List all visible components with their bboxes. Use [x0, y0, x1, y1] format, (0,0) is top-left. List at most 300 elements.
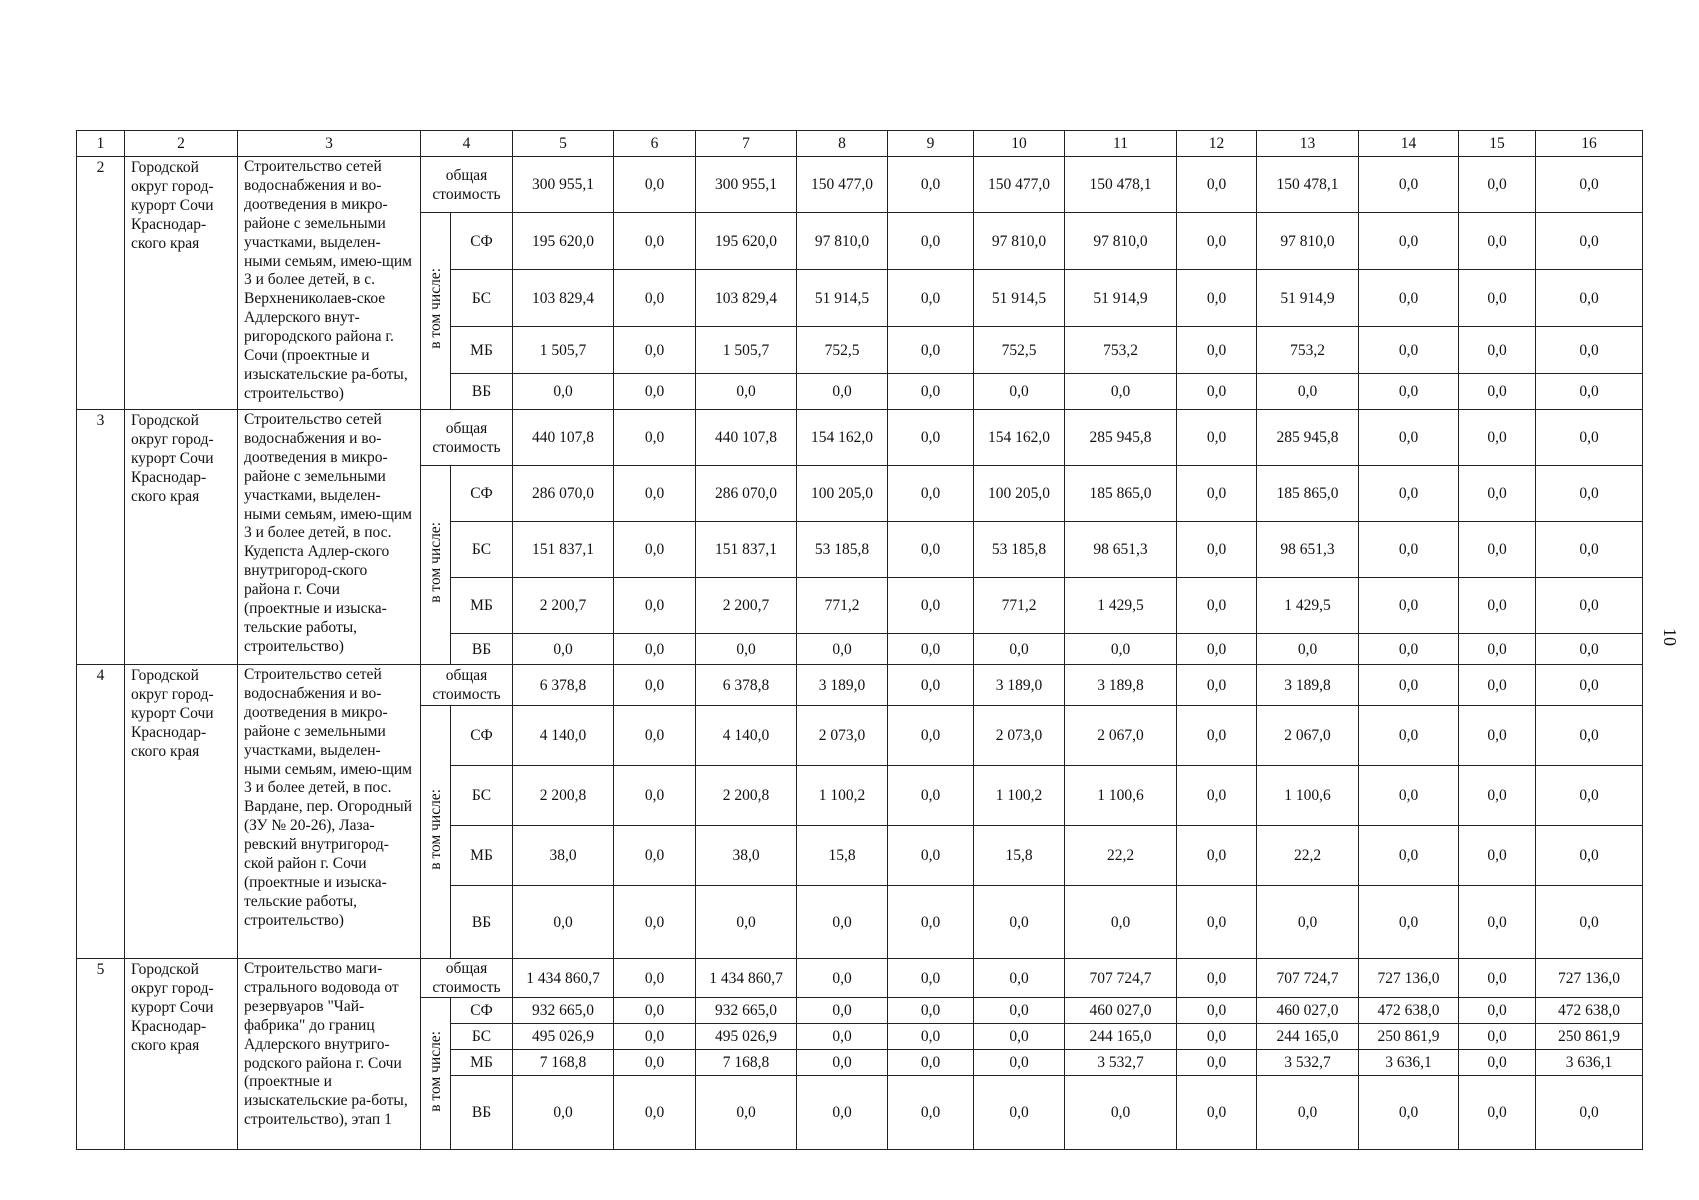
- value-cell: 0,0: [1359, 1076, 1459, 1150]
- value-cell: 97 810,0: [974, 213, 1065, 270]
- value-cell: 154 162,0: [797, 410, 888, 466]
- value-cell: 0,0: [797, 959, 888, 998]
- value-cell: 22,2: [1065, 826, 1177, 886]
- value-cell: 0,0: [888, 959, 974, 998]
- value-cell: 0,0: [614, 886, 696, 959]
- value-cell: 0,0: [614, 466, 696, 522]
- value-cell: 707 724,7: [1257, 959, 1359, 998]
- value-cell: 0,0: [1459, 270, 1536, 327]
- value-cell: 0,0: [1359, 706, 1459, 766]
- value-cell: 0,0: [696, 374, 797, 410]
- table-row: [77, 157, 1643, 213]
- value-cell: 0,0: [1359, 665, 1459, 706]
- value-cell: 2 073,0: [974, 706, 1065, 766]
- value-cell: 0,0: [1359, 766, 1459, 826]
- value-cell: 185 865,0: [1065, 466, 1177, 522]
- column-number-cell: 1: [77, 131, 125, 157]
- row-number-cell: 2: [77, 157, 125, 410]
- description-cell: Строительство сетей водоснабжения и во-доотведения в микро-районе с земельными участками, выделен-ными семьям, имею-щим 3 и более детей, в пос. Кудепста Адлер-ского внутригород-ского района г. Сочи (проектные и изыска-тельские работы, строительство): [238, 410, 421, 665]
- value-cell: 300 955,1: [696, 157, 797, 213]
- value-cell: 0,0: [1459, 1076, 1536, 1150]
- value-cell: 0,0: [888, 578, 974, 634]
- including-label: в том числе:: [427, 522, 444, 603]
- value-cell: 0,0: [1459, 466, 1536, 522]
- budget-table: [76, 130, 1643, 1150]
- funding-source-label: МБ: [451, 826, 513, 886]
- column-number-cell: 15: [1459, 131, 1536, 157]
- value-cell: 0,0: [888, 634, 974, 665]
- value-cell: 0,0: [974, 634, 1065, 665]
- column-number-cell: 7: [696, 131, 797, 157]
- value-cell: 1 434 860,7: [696, 959, 797, 998]
- value-cell: 0,0: [888, 522, 974, 578]
- funding-source-label: МБ: [451, 1050, 513, 1076]
- value-cell: 727 136,0: [1359, 959, 1459, 998]
- including-label-cell: [421, 466, 451, 665]
- value-cell: 97 810,0: [1257, 213, 1359, 270]
- value-cell: 286 070,0: [696, 466, 797, 522]
- value-cell: 0,0: [1359, 578, 1459, 634]
- value-cell: 0,0: [888, 886, 974, 959]
- value-cell: 7 168,8: [513, 1050, 614, 1076]
- value-cell: 0,0: [1536, 157, 1643, 213]
- value-cell: 0,0: [888, 998, 974, 1024]
- value-cell: 771,2: [974, 578, 1065, 634]
- value-cell: 0,0: [614, 327, 696, 374]
- funding-source-label: СФ: [451, 466, 513, 522]
- value-cell: 1 434 860,7: [513, 959, 614, 998]
- value-cell: 0,0: [1359, 213, 1459, 270]
- value-cell: 51 914,5: [974, 270, 1065, 327]
- value-cell: 4 140,0: [513, 706, 614, 766]
- value-cell: 0,0: [1177, 327, 1257, 374]
- funding-source-label: ВБ: [451, 886, 513, 959]
- value-cell: 244 165,0: [1065, 1024, 1177, 1050]
- value-cell: 103 829,4: [513, 270, 614, 327]
- value-cell: 0,0: [1177, 270, 1257, 327]
- value-cell: 0,0: [797, 1024, 888, 1050]
- column-number-cell: 13: [1257, 131, 1359, 157]
- value-cell: 0,0: [614, 766, 696, 826]
- municipality-cell: Городской округ город-курорт Сочи Краснодар-ского края: [125, 665, 238, 959]
- including-label-cell: [421, 998, 451, 1150]
- value-cell: 0,0: [614, 157, 696, 213]
- funding-source-label: МБ: [451, 327, 513, 374]
- value-cell: 3 532,7: [1257, 1050, 1359, 1076]
- value-cell: 154 162,0: [974, 410, 1065, 466]
- value-cell: 0,0: [1177, 959, 1257, 998]
- value-cell: 0,0: [974, 886, 1065, 959]
- column-number-cell: 10: [974, 131, 1065, 157]
- column-number-cell: 14: [1359, 131, 1459, 157]
- including-label-cell: [421, 706, 451, 959]
- municipality-cell: Городской округ город-курорт Сочи Краснодар-ского края: [125, 410, 238, 665]
- value-cell: 0,0: [974, 1050, 1065, 1076]
- value-cell: 185 865,0: [1257, 466, 1359, 522]
- value-cell: 250 861,9: [1359, 1024, 1459, 1050]
- value-cell: 150 477,0: [797, 157, 888, 213]
- value-cell: 0,0: [1177, 706, 1257, 766]
- value-cell: 1 100,6: [1065, 766, 1177, 826]
- value-cell: 0,0: [888, 410, 974, 466]
- description-cell: Строительство сетей водоснабжения и во-доотведения в микро-районе с земельными участками, выделен-ными семьям, имею-щим 3 и более детей, в пос. Вардане, пер. Огородный (ЗУ № 20-26), Лаза-ревский внутригород-ской район г. Сочи (проектные и изыска-тельские работы, строительство): [238, 665, 421, 959]
- value-cell: 51 914,5: [797, 270, 888, 327]
- value-cell: 0,0: [888, 466, 974, 522]
- value-cell: 0,0: [614, 270, 696, 327]
- value-cell: 0,0: [614, 959, 696, 998]
- value-cell: 472 638,0: [1536, 998, 1643, 1024]
- value-cell: 1 429,5: [1257, 578, 1359, 634]
- total-cost-label: общая стоимость: [421, 410, 513, 466]
- value-cell: 3 636,1: [1536, 1050, 1643, 1076]
- value-cell: 0,0: [1536, 270, 1643, 327]
- column-number-row: [77, 131, 1643, 157]
- value-cell: 0,0: [1536, 374, 1643, 410]
- value-cell: 0,0: [1459, 578, 1536, 634]
- value-cell: 3 189,0: [797, 665, 888, 706]
- value-cell: 0,0: [797, 998, 888, 1024]
- value-cell: 0,0: [1177, 466, 1257, 522]
- value-cell: 0,0: [1257, 634, 1359, 665]
- value-cell: 1 505,7: [696, 327, 797, 374]
- value-cell: 0,0: [513, 374, 614, 410]
- value-cell: 0,0: [696, 1076, 797, 1150]
- value-cell: 0,0: [1177, 522, 1257, 578]
- value-cell: 0,0: [614, 522, 696, 578]
- value-cell: 0,0: [1065, 374, 1177, 410]
- value-cell: 0,0: [1459, 998, 1536, 1024]
- value-cell: 2 200,8: [696, 766, 797, 826]
- funding-source-label: БС: [451, 522, 513, 578]
- column-number-cell: 9: [888, 131, 974, 157]
- value-cell: 0,0: [1459, 1050, 1536, 1076]
- value-cell: 100 205,0: [797, 466, 888, 522]
- value-cell: 2 200,7: [513, 578, 614, 634]
- value-cell: 753,2: [1257, 327, 1359, 374]
- value-cell: 0,0: [888, 1050, 974, 1076]
- value-cell: 0,0: [1359, 410, 1459, 466]
- value-cell: 0,0: [1177, 410, 1257, 466]
- value-cell: 752,5: [797, 327, 888, 374]
- column-number-cell: 8: [797, 131, 888, 157]
- value-cell: 0,0: [696, 634, 797, 665]
- value-cell: 495 026,9: [513, 1024, 614, 1050]
- value-cell: 53 185,8: [974, 522, 1065, 578]
- value-cell: 6 378,8: [696, 665, 797, 706]
- value-cell: 0,0: [614, 706, 696, 766]
- column-number-cell: 5: [513, 131, 614, 157]
- value-cell: 3 636,1: [1359, 1050, 1459, 1076]
- value-cell: 0,0: [1177, 826, 1257, 886]
- value-cell: 4 140,0: [696, 706, 797, 766]
- value-cell: 0,0: [1359, 634, 1459, 665]
- value-cell: 3 189,8: [1257, 665, 1359, 706]
- value-cell: 0,0: [1459, 410, 1536, 466]
- value-cell: 440 107,8: [513, 410, 614, 466]
- value-cell: 0,0: [1536, 665, 1643, 706]
- value-cell: 0,0: [974, 1076, 1065, 1150]
- value-cell: 0,0: [614, 374, 696, 410]
- column-number-cell: 4: [421, 131, 513, 157]
- value-cell: 460 027,0: [1257, 998, 1359, 1024]
- value-cell: 0,0: [1459, 959, 1536, 998]
- value-cell: 0,0: [614, 1050, 696, 1076]
- value-cell: 0,0: [1359, 270, 1459, 327]
- funding-source-label: ВБ: [451, 1076, 513, 1150]
- value-cell: 0,0: [797, 1076, 888, 1150]
- value-cell: 2 200,8: [513, 766, 614, 826]
- value-cell: 0,0: [1257, 1076, 1359, 1150]
- value-cell: 0,0: [1536, 466, 1643, 522]
- value-cell: 0,0: [614, 1076, 696, 1150]
- funding-source-label: СФ: [451, 706, 513, 766]
- description-cell: Строительство сетей водоснабжения и во-доотведения в микро-районе с земельными участками, выделен-ными семьям, имею-щим 3 и более детей, в с. Верхнениколаев-ское Адлерского внут-ригородского района г. Сочи (проектные и изыскательские ра-боты, строительство): [238, 157, 421, 410]
- value-cell: 0,0: [974, 1024, 1065, 1050]
- value-cell: 0,0: [888, 665, 974, 706]
- funding-source-label: БС: [451, 270, 513, 327]
- value-cell: 6 378,8: [513, 665, 614, 706]
- value-cell: 103 829,4: [696, 270, 797, 327]
- value-cell: 0,0: [1536, 522, 1643, 578]
- value-cell: 0,0: [1459, 374, 1536, 410]
- value-cell: 0,0: [888, 327, 974, 374]
- value-cell: 98 651,3: [1257, 522, 1359, 578]
- value-cell: 727 136,0: [1536, 959, 1643, 998]
- value-cell: 0,0: [1459, 706, 1536, 766]
- municipality-cell: Городской округ город-курорт Сочи Краснодар-ского края: [125, 157, 238, 410]
- table-row: [77, 959, 1643, 998]
- value-cell: 0,0: [974, 959, 1065, 998]
- value-cell: 0,0: [1536, 410, 1643, 466]
- value-cell: 38,0: [696, 826, 797, 886]
- value-cell: 2 067,0: [1065, 706, 1177, 766]
- value-cell: 0,0: [1536, 766, 1643, 826]
- value-cell: 3 532,7: [1065, 1050, 1177, 1076]
- value-cell: 0,0: [1536, 327, 1643, 374]
- value-cell: 98 651,3: [1065, 522, 1177, 578]
- value-cell: 440 107,8: [696, 410, 797, 466]
- value-cell: 0,0: [888, 706, 974, 766]
- funding-source-label: ВБ: [451, 374, 513, 410]
- total-cost-label: общая стоимость: [421, 959, 513, 998]
- municipality-cell: Городской округ город-курорт Сочи Краснодар-ского края: [125, 959, 238, 1150]
- value-cell: 752,5: [974, 327, 1065, 374]
- value-cell: 0,0: [1459, 157, 1536, 213]
- value-cell: 932 665,0: [696, 998, 797, 1024]
- value-cell: 0,0: [1536, 826, 1643, 886]
- value-cell: 0,0: [1177, 1076, 1257, 1150]
- value-cell: 0,0: [614, 1024, 696, 1050]
- value-cell: 0,0: [1359, 466, 1459, 522]
- value-cell: 0,0: [1065, 886, 1177, 959]
- value-cell: 0,0: [974, 374, 1065, 410]
- value-cell: 0,0: [797, 886, 888, 959]
- row-number-cell: 4: [77, 665, 125, 959]
- value-cell: 0,0: [888, 826, 974, 886]
- column-number-cell: 6: [614, 131, 696, 157]
- page-number: 10: [1660, 628, 1680, 646]
- value-cell: 0,0: [1257, 374, 1359, 410]
- value-cell: 0,0: [1359, 522, 1459, 578]
- value-cell: 0,0: [1459, 826, 1536, 886]
- value-cell: 1 100,2: [974, 766, 1065, 826]
- value-cell: 0,0: [1177, 998, 1257, 1024]
- value-cell: 0,0: [888, 766, 974, 826]
- value-cell: 97 810,0: [1065, 213, 1177, 270]
- value-cell: 0,0: [1065, 634, 1177, 665]
- value-cell: 150 477,0: [974, 157, 1065, 213]
- funding-source-label: СФ: [451, 213, 513, 270]
- value-cell: 0,0: [1459, 886, 1536, 959]
- value-cell: 0,0: [696, 886, 797, 959]
- value-cell: 0,0: [1177, 634, 1257, 665]
- value-cell: 0,0: [1177, 886, 1257, 959]
- value-cell: 300 955,1: [513, 157, 614, 213]
- value-cell: 0,0: [1536, 706, 1643, 766]
- value-cell: 244 165,0: [1257, 1024, 1359, 1050]
- value-cell: 0,0: [1359, 157, 1459, 213]
- value-cell: 0,0: [1177, 766, 1257, 826]
- value-cell: 151 837,1: [513, 522, 614, 578]
- value-cell: 1 100,6: [1257, 766, 1359, 826]
- value-cell: 0,0: [1177, 374, 1257, 410]
- value-cell: 0,0: [888, 1024, 974, 1050]
- value-cell: 1 505,7: [513, 327, 614, 374]
- value-cell: 0,0: [614, 826, 696, 886]
- column-number-cell: 3: [238, 131, 421, 157]
- total-cost-label: общая стоимость: [421, 665, 513, 706]
- total-cost-label: общая стоимость: [421, 157, 513, 213]
- value-cell: 0,0: [1459, 634, 1536, 665]
- value-cell: 0,0: [974, 998, 1065, 1024]
- value-cell: 472 638,0: [1359, 998, 1459, 1024]
- value-cell: 0,0: [797, 1050, 888, 1076]
- value-cell: 1 100,2: [797, 766, 888, 826]
- value-cell: 286 070,0: [513, 466, 614, 522]
- value-cell: 2 073,0: [797, 706, 888, 766]
- value-cell: 0,0: [888, 270, 974, 327]
- value-cell: 51 914,9: [1257, 270, 1359, 327]
- value-cell: 753,2: [1065, 327, 1177, 374]
- value-cell: 2 200,7: [696, 578, 797, 634]
- value-cell: 460 027,0: [1065, 998, 1177, 1024]
- value-cell: 22,2: [1257, 826, 1359, 886]
- value-cell: 3 189,8: [1065, 665, 1177, 706]
- table-row: [77, 665, 1643, 706]
- column-number-cell: 11: [1065, 131, 1177, 157]
- value-cell: 38,0: [513, 826, 614, 886]
- value-cell: 0,0: [1536, 886, 1643, 959]
- value-cell: 0,0: [1536, 213, 1643, 270]
- including-label: в том числе:: [427, 1030, 444, 1112]
- value-cell: 151 837,1: [696, 522, 797, 578]
- value-cell: 285 945,8: [1065, 410, 1177, 466]
- including-label: в том числе:: [427, 268, 444, 349]
- value-cell: 150 478,1: [1065, 157, 1177, 213]
- value-cell: 0,0: [1459, 665, 1536, 706]
- value-cell: 0,0: [1177, 665, 1257, 706]
- value-cell: 0,0: [1536, 578, 1643, 634]
- value-cell: 0,0: [1536, 634, 1643, 665]
- including-label-cell: [421, 213, 451, 410]
- value-cell: 0,0: [888, 1076, 974, 1150]
- column-number-cell: 16: [1536, 131, 1643, 157]
- value-cell: 0,0: [614, 665, 696, 706]
- value-cell: 0,0: [797, 374, 888, 410]
- value-cell: 0,0: [1177, 157, 1257, 213]
- value-cell: 195 620,0: [513, 213, 614, 270]
- value-cell: 0,0: [614, 213, 696, 270]
- including-label: в том числе:: [427, 789, 444, 870]
- value-cell: 2 067,0: [1257, 706, 1359, 766]
- value-cell: 0,0: [1177, 1024, 1257, 1050]
- value-cell: 0,0: [1177, 213, 1257, 270]
- value-cell: 0,0: [614, 634, 696, 665]
- value-cell: 100 205,0: [974, 466, 1065, 522]
- table-row: [77, 410, 1643, 466]
- row-number-cell: 3: [77, 410, 125, 665]
- value-cell: 0,0: [797, 634, 888, 665]
- value-cell: 1 429,5: [1065, 578, 1177, 634]
- value-cell: 0,0: [1359, 886, 1459, 959]
- value-cell: 0,0: [1536, 1076, 1643, 1150]
- value-cell: 0,0: [1177, 1050, 1257, 1076]
- value-cell: 0,0: [1459, 327, 1536, 374]
- value-cell: 0,0: [1359, 826, 1459, 886]
- value-cell: 0,0: [614, 410, 696, 466]
- value-cell: 285 945,8: [1257, 410, 1359, 466]
- value-cell: 0,0: [1257, 886, 1359, 959]
- column-number-cell: 12: [1177, 131, 1257, 157]
- value-cell: 53 185,8: [797, 522, 888, 578]
- value-cell: 97 810,0: [797, 213, 888, 270]
- value-cell: 0,0: [888, 213, 974, 270]
- value-cell: 0,0: [614, 998, 696, 1024]
- value-cell: 707 724,7: [1065, 959, 1177, 998]
- value-cell: 15,8: [797, 826, 888, 886]
- value-cell: 0,0: [513, 634, 614, 665]
- value-cell: 0,0: [1459, 213, 1536, 270]
- funding-source-label: БС: [451, 766, 513, 826]
- value-cell: 0,0: [1359, 374, 1459, 410]
- value-cell: 0,0: [888, 157, 974, 213]
- value-cell: 932 665,0: [513, 998, 614, 1024]
- funding-source-label: МБ: [451, 578, 513, 634]
- value-cell: 495 026,9: [696, 1024, 797, 1050]
- value-cell: 15,8: [974, 826, 1065, 886]
- value-cell: 0,0: [1459, 766, 1536, 826]
- row-number-cell: 5: [77, 959, 125, 1150]
- description-cell: Строительство маги-стрального водовода от резервуаров "Чай-фабрика" до границ Адлерского внутриго-родского района г. Сочи (проектные и изыскательские ра-боты, строительство), этап 1: [238, 959, 421, 1150]
- value-cell: 51 914,9: [1065, 270, 1177, 327]
- value-cell: 0,0: [1359, 327, 1459, 374]
- value-cell: 0,0: [513, 886, 614, 959]
- funding-source-label: БС: [451, 1024, 513, 1050]
- value-cell: 0,0: [614, 578, 696, 634]
- value-cell: 0,0: [513, 1076, 614, 1150]
- value-cell: 0,0: [888, 374, 974, 410]
- value-cell: 195 620,0: [696, 213, 797, 270]
- value-cell: 771,2: [797, 578, 888, 634]
- value-cell: 7 168,8: [696, 1050, 797, 1076]
- value-cell: 0,0: [1459, 1024, 1536, 1050]
- funding-source-label: СФ: [451, 998, 513, 1024]
- value-cell: 3 189,0: [974, 665, 1065, 706]
- value-cell: 250 861,9: [1536, 1024, 1643, 1050]
- column-number-cell: 2: [125, 131, 238, 157]
- value-cell: 0,0: [1459, 522, 1536, 578]
- value-cell: 0,0: [1177, 578, 1257, 634]
